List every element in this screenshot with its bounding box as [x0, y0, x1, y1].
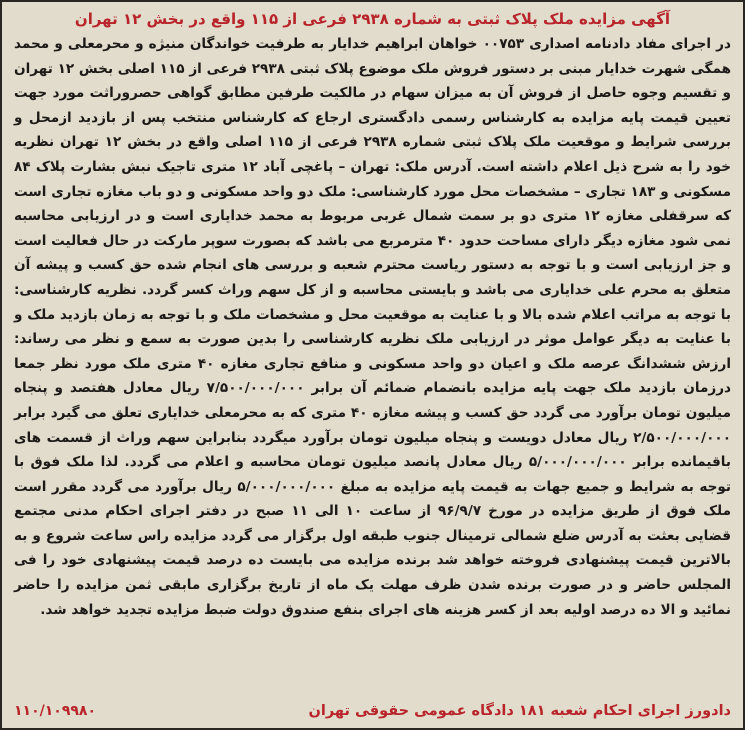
notice-footer — [14, 700, 731, 722]
notice-title: آگهی مزایده ملک پلاک ثبتی به شماره ۲۹۳۸ فرعی از ۱۱۵ واقع در بخش ۱۲ تهران — [74, 10, 671, 28]
notice-code: ۱۱۰/۱۰۹۹۸۰ — [14, 703, 97, 719]
notice-signature: دادورز اجرای احکام شعبه ۱۸۱ دادگاه عمومی حقوقی تهران — [308, 703, 731, 719]
notice-body: در اجرای مفاد دادنامه اصداری ۰۰۷۵۳ خواهان ابراهیم خدایار به طرفیت خواندگان منیژه و محرمعلی و محمد همگی شهرت خدایار مبنی بر دستور فروش ملک موضوع پلاک ثبتی ۲۹۳۸ فرعی از ۱۱۵ اصلی بخش ۱۲ تهران و تقسیم وجوه حاصل از فروش آن به میزان سهام در مالکیت طرفین مطابق گواهی حصروراثت مورد جهت تعیین قیمت پایه مزایده به کارشناس رسمی دادگستری ارجاع که کارشناس منتخب پس از بازدید ازمحل و بررسی شرایط و موقعیت ملک پلاک ثبتی شماره ۲۹۳۸ فرعی از ۱۱۵ اصلی واقع در بخش ۱۲ تهران نظریه خود را به شرح ذیل اعلام داشته است. آدرس ملک: تهران – پاغچی آباد ۱۲ متری تاجیک نبش بشارت پلاک ۸۴ مسکونی و ۱۸۳ تجاری – مشخصات محل مورد کارشناسی: ملک دو واحد مسکونی و دو باب مغازه تجاری است که سرقفلی مغازه ۱۲ متری دو بر سمت شمال غربی مربوط به محمد خدایاری است و در ارزیابی محاسبه نمی شود مغازه دیگر دارای مساحت حدود ۴۰ مترمربع می باشد که بصورت سوپر مارکت در حال فعالیت است و جز ارزیابی است و با توجه به دستور ریاست محترم شعبه و بررسی های انجام شده حق کسب و پیشه آن متعلق به محرم علی خدایاری می باشد و بایستی محاسبه و از کل سهم وراث کسر گردد. نظریه کارشناسی: با توجه به مراتب اعلام شده بالا و با عنایت به موقعیت محل و مشخصات ملک و با توجه به زمان بازدید ملک و با عنایت به دیگر عوامل موثر در ارزیابی ملک نظریه کارشناسی را بدین صورت به سمع و نظر می رساند: ارزش ششدانگ عرصه ملک و اعیان دو واحد مسکونی و منافع تجاری مغازه ۴۰ متری ملک مورد نظر جمعا درزمان بازدید ملک جهت پایه مزایده بانضمام ضمائم آن برابر ۷/۵۰۰/۰۰۰/۰۰۰ ریال معادل هفتصد و پنجاه میلیون تومان برآورد می گردد حق کسب و پیشه مغازه ۴۰ متری که به محرمعلی خدایاری تعلق می گیرد برابر ۲/۵۰۰/۰۰۰/۰۰۰ ریال معادل دویست و پنجاه میلیون تومان برآورد میگردد بنابراین سهم وراث از قسمت های باقیمانده برابر ۵/۰۰۰/۰۰۰/۰۰۰ ریال معادل پانصد میلیون تومان محاسبه و اعلام می گردد. لذا ملک فوق با توجه به شرایط و جمیع جهات به قیمت پایه مزایده به مبلغ ۵/۰۰۰/۰۰۰/۰۰۰ ریال برآورد می گردد مقرر است ملک فوق از طریق مزایده در مورخ ۹۶/۹/۷ از ساعت ۱۰ الی ۱۱ صبح در دفتر اجرای احکام مدنی مجتمع قضایی بعثت به آدرس ضلع شمالی ترمینال جنوب طبقه اول برگزار می گردد مزایده راس ساعت شروع و به بالاترین قیمت پیشنهادی فروخته خواهد شد برنده مزایده می بایست ده درصد قیمت پیشنهادی خود را فی المجلس حاضر و در صورت برنده شدن ظرف مهلت یک ماه از تاریخ برگزاری مابقی ثمن مزایده را حاضر نمائید و الا ده درصد اولیه بعد از کسر هزینه های اجرای بنفع صندوق دولت ضبط مزایده تجدید خواهد شد. — [14, 36, 731, 618]
